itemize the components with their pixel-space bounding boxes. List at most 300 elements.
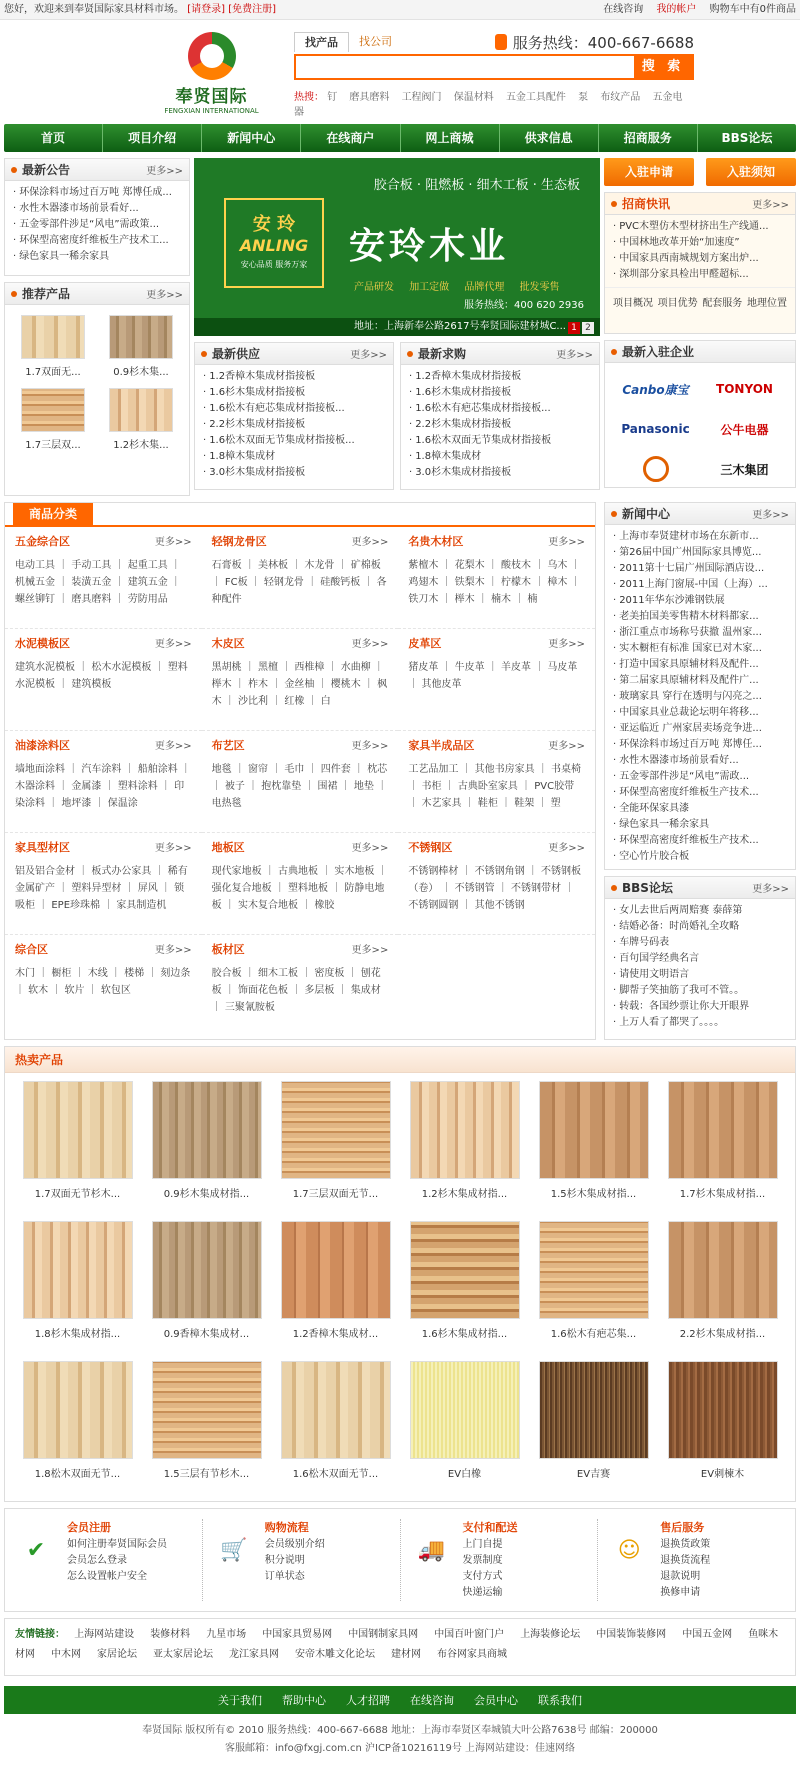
product-image xyxy=(152,1081,262,1179)
hot-label: 热搜： xyxy=(294,92,324,103)
category-items[interactable]: 铝及铝合金材 ｜ 板式办公家具 ｜ 稀有金属矿产 ｜ 塑料异型材 ｜ 屏风 ｜ 锁吸柜 ｜ EPE珍珠棉 ｜ 家具制造机 xyxy=(15,866,188,911)
category-cell xyxy=(5,731,202,833)
hot-product[interactable] xyxy=(529,1361,658,1501)
news-item[interactable]: · 水性木器漆市场前景看好... xyxy=(613,753,787,769)
welcome-text: 您好，欢迎来到奉贤国际家具材料市场。 xyxy=(4,4,184,15)
category-cell xyxy=(5,629,202,731)
hot-product[interactable] xyxy=(13,1221,142,1361)
category-box xyxy=(4,502,596,1040)
service-title: 会员注册 xyxy=(67,1521,111,1534)
footer-nav xyxy=(4,1686,796,1714)
news-item[interactable]: · 2011上海门窗展-中国（上海）... xyxy=(613,577,787,593)
category-items[interactable]: 紫檀木 ｜ 花梨木 ｜ 酸枝木 ｜ 乌木 ｜ 鸡翅木 ｜ 铁梨木 ｜ 柠檬木 ｜ 樟木 ｜ 铁刀木 ｜ 榉木 ｜ 楠木 ｜ 楠 xyxy=(408,560,581,605)
product-image xyxy=(281,1221,391,1319)
news-item[interactable]: · 空心竹片胶合板 xyxy=(613,849,787,865)
hot-title: 热卖产品 xyxy=(5,1047,795,1073)
category-items[interactable]: 不锈钢棒材 ｜ 不锈钢角钢 ｜ 不锈钢板（卷） ｜ 不锈钢管 ｜ 不锈钢带材 ｜ 不锈钢圆钢 ｜ 其他不锈钢 xyxy=(408,866,582,911)
checkmark-icon: ✔ xyxy=(26,1537,46,1563)
product-image xyxy=(21,388,85,432)
main-nav xyxy=(4,124,796,152)
phone-icon xyxy=(495,34,507,50)
join-apply-button[interactable]: 入驻申请 xyxy=(604,158,694,186)
supply-item[interactable]: · 3.0杉木集成材指接板 xyxy=(203,465,385,481)
product-image xyxy=(410,1361,520,1459)
invest-link-overview[interactable]: 项目概况 xyxy=(613,298,653,309)
hot-word[interactable]: 五金电器 xyxy=(294,92,683,118)
category-name[interactable]: 综合区 xyxy=(15,943,48,956)
friend-links xyxy=(4,1618,796,1676)
category-items[interactable]: 地毯 ｜ 窗帘 ｜ 毛巾 ｜ 四件套 ｜ 枕芯 ｜ 被子 ｜ 抱枕靠垫 ｜ 围裙 ｜ 地垫 ｜ 电热毯 xyxy=(211,764,388,809)
enterprise-logo[interactable]: 三木集团 xyxy=(720,462,769,477)
product-image xyxy=(410,1081,520,1179)
notice-item[interactable]: · 绿色家具一稀余家具 xyxy=(13,249,181,265)
category-items[interactable]: 墙地面涂料 ｜ 汽车涂料 ｜ 船舶涂料 ｜ 木器涂料 ｜ 金属漆 ｜ 塑料涂料 ｜ 印染涂料 ｜ 地坪漆 ｜ 保温涂 xyxy=(15,764,191,809)
friend-link[interactable]: 家居论坛 xyxy=(97,1649,137,1660)
category-name[interactable]: 油漆涂料区 xyxy=(15,739,70,752)
friend-link[interactable]: 亚太家居论坛 xyxy=(153,1649,213,1660)
nav-home[interactable]: 首页 xyxy=(4,124,103,152)
hot-word[interactable]: 磨具磨料 xyxy=(349,92,390,103)
logo-name: 奉贤国际 xyxy=(175,87,248,107)
service-title: 购物流程 xyxy=(264,1521,309,1534)
invest-item[interactable]: · 中国家具西南城规划方案出炉... xyxy=(613,251,787,267)
service-link[interactable]: 退款说明 xyxy=(660,1571,701,1582)
banner-tel: 服务热线：400 620 2936 xyxy=(464,300,584,311)
news-item[interactable]: · 第二届家具原辅材料及配件广... xyxy=(613,673,787,689)
category-items[interactable]: 胶合板 ｜ 细木工板 ｜ 密度板 ｜ 刨花板 ｜ 饰面花色板 ｜ 多层板 ｜ 集成材 ｜ 三聚氰胺板 xyxy=(211,968,381,1013)
copyright-line-2: 客服邮箱：info@fxgj.com.cn 沪ICP备10216119号 上海网站建设：佳速网络 xyxy=(224,1743,576,1754)
category-more-link[interactable]: 更多>> xyxy=(548,639,585,650)
enterprises-box xyxy=(604,340,796,488)
category-name[interactable]: 五金综合区 xyxy=(15,535,70,548)
category-name[interactable]: 板材区 xyxy=(211,943,245,956)
enterprise-logo[interactable]: Canbo康宝 xyxy=(622,382,689,397)
product-image xyxy=(668,1221,778,1319)
invest-box xyxy=(604,192,796,334)
site-logo[interactable] xyxy=(154,32,269,115)
demand-item[interactable]: · 1.6杉木集成材指接板 xyxy=(409,385,591,401)
demand-more-link[interactable]: 更多>> xyxy=(556,350,593,361)
product-image xyxy=(23,1221,133,1319)
category-name[interactable]: 家具型材区 xyxy=(15,841,70,854)
footer-nav-link[interactable]: 在线咨询 xyxy=(410,1694,454,1707)
product-name: 1.5三层有节杉木... xyxy=(163,1469,250,1480)
recommend-title: 推荐产品 xyxy=(11,285,70,302)
supply-item[interactable]: · 2.2杉木集成材指接板 xyxy=(203,417,385,433)
news-item[interactable]: · 环保型高密度纤维板生产技术... xyxy=(613,785,787,801)
category-more-link[interactable]: 更多>> xyxy=(351,537,389,548)
category-more-link[interactable]: 更多>> xyxy=(154,945,192,956)
friend-link[interactable]: 中国百叶窗门户 xyxy=(434,1629,505,1640)
category-items[interactable]: 猪皮革 ｜ 牛皮革 ｜ 羊皮革 ｜ 马皮革 ｜ 其他皮革 xyxy=(408,662,578,690)
demand-item[interactable]: · 3.0杉木集成材指接板 xyxy=(409,465,591,481)
hot-product[interactable] xyxy=(271,1361,400,1501)
friend-link[interactable]: 布谷网家具商城 xyxy=(437,1649,507,1660)
hot-product[interactable] xyxy=(529,1081,658,1221)
demand-item[interactable]: · 1.6松木双面无节集成材指接板 xyxy=(409,433,591,449)
notice-item[interactable]: · 水性木器漆市场前景看好... xyxy=(13,201,181,217)
friend-link[interactable]: 中木网 xyxy=(51,1649,81,1660)
product-name: 1.2杉木集... xyxy=(113,440,169,451)
service-link[interactable]: 支付方式 xyxy=(462,1571,503,1582)
footer-nav-link[interactable]: 人才招聘 xyxy=(346,1694,390,1707)
nav-news[interactable]: 新闻中心 xyxy=(202,124,301,152)
product-image xyxy=(539,1221,649,1319)
service-link[interactable]: 退换货政策 xyxy=(660,1539,711,1550)
product-image xyxy=(539,1361,649,1459)
hot-product[interactable] xyxy=(658,1081,787,1221)
supply-item[interactable]: · 1.6松木有疤芯集成材指接板... xyxy=(203,401,385,417)
product-image xyxy=(23,1081,133,1179)
product-image xyxy=(109,315,173,359)
news-item[interactable]: · 玻璃家具 穿行在透明与闪亮之... xyxy=(613,689,787,705)
product-name: 1.2杉木集成材指... xyxy=(421,1189,508,1200)
news-item[interactable]: · 环保涂料市场过百万吨 郑博任... xyxy=(613,737,787,753)
supply-item[interactable]: · 1.8樟木集成材 xyxy=(203,449,385,465)
product-image xyxy=(152,1221,262,1319)
hot-product[interactable] xyxy=(13,1361,142,1501)
product-name: 0.9杉木集... xyxy=(113,367,169,378)
category-items[interactable]: 电动工具 ｜ 手动工具 ｜ 起重工具 ｜ 机械五金 ｜ 装潢五金 ｜ 建筑五金 ｜ 螺丝铆钉 ｜ 磨具磨料 ｜ 劳防用品 xyxy=(15,560,181,605)
notice-item[interactable]: · 五金零部件涉足“风电”需政策... xyxy=(13,217,181,233)
category-items[interactable]: 黑胡桃 ｜ 黑檀 ｜ 西椎樟 ｜ 水曲柳 ｜ 榉木 ｜ 柞木 ｜ 金丝柚 ｜ 樱桃木 ｜ 枫木 ｜ 沙比利 ｜ 红橡 ｜ 白 xyxy=(211,662,388,707)
demand-box xyxy=(400,342,600,490)
friend-link[interactable]: 中国钢制家具网 xyxy=(348,1629,419,1640)
service-link[interactable]: 发票制度 xyxy=(462,1555,503,1566)
category-name[interactable]: 家具半成品区 xyxy=(408,739,475,752)
friend-link[interactable]: 上海网站建设 xyxy=(74,1629,135,1640)
register-link[interactable]: [免费注册] xyxy=(228,4,276,15)
product-image xyxy=(281,1081,391,1179)
friend-link[interactable]: 中国家具贸易网 xyxy=(262,1629,333,1640)
nav-project[interactable]: 项目介绍 xyxy=(103,124,202,152)
banner-slogan: 加工定做 xyxy=(409,282,450,293)
news-item[interactable]: · 全能环保家具漆 xyxy=(613,801,787,817)
category-items[interactable]: 现代家地板 ｜ 古典地板 ｜ 实木地板 ｜ 强化复合地板 ｜ 塑料地板 ｜ 防静电地板 ｜ 实木复合地板 ｜ 橡胶 xyxy=(211,866,388,911)
bbs-title: BBS论坛 xyxy=(611,879,673,896)
product-image xyxy=(539,1081,649,1179)
category-more-link[interactable]: 更多>> xyxy=(351,741,389,752)
category-more-link[interactable]: 更多>> xyxy=(351,945,389,956)
invest-link-service[interactable]: 配套服务 xyxy=(702,298,743,309)
hot-product[interactable] xyxy=(400,1081,529,1221)
enterprise-logo[interactable]: 公牛电器 xyxy=(720,422,769,437)
hot-product[interactable] xyxy=(658,1221,787,1361)
hot-word[interactable]: 泵 xyxy=(578,92,589,103)
news-item[interactable]: · 中国家具业总裁论坛明年将移... xyxy=(613,705,787,721)
bbs-item[interactable]: · 结婚必备：时尚婚礼全攻略 xyxy=(613,919,787,935)
friend-link[interactable]: 鱼咪木材网 xyxy=(15,1629,779,1660)
category-cell xyxy=(398,527,595,629)
product-name: EV刺楝木 xyxy=(700,1469,745,1480)
hot-product[interactable] xyxy=(529,1221,658,1361)
ad-banner[interactable] xyxy=(194,158,600,336)
footer-nav-link[interactable]: 帮助中心 xyxy=(282,1694,326,1707)
service-after-sale xyxy=(598,1519,795,1601)
hot-product[interactable] xyxy=(271,1221,400,1361)
recommend-product[interactable] xyxy=(97,309,185,378)
service-payment xyxy=(401,1519,599,1601)
bbs-more-link[interactable]: 更多>> xyxy=(752,884,789,895)
category-more-link[interactable]: 更多>> xyxy=(548,843,585,854)
product-name: 1.8松木双面无节... xyxy=(34,1469,121,1480)
notice-item[interactable]: · 环保型高密度纤维板生产技术工... xyxy=(13,233,181,249)
product-image xyxy=(668,1081,778,1179)
category-items[interactable]: 建筑水泥模板 ｜ 松木水泥模板 ｜ 塑料水泥模板 ｜ 建筑模板 xyxy=(15,662,188,690)
product-name: 1.6松木双面无节... xyxy=(292,1469,379,1480)
friend-link[interactable]: 建材网 xyxy=(391,1649,421,1660)
enterprise-logo[interactable] xyxy=(611,449,700,489)
product-image xyxy=(109,388,173,432)
demand-item[interactable]: · 1.2香樟木集成材指接板 xyxy=(409,369,591,385)
friend-links-label: 友情链接： xyxy=(15,1629,65,1640)
banner-slogan: 批发零售 xyxy=(519,282,560,293)
footer-nav-link[interactable]: 会员中心 xyxy=(474,1694,518,1707)
demand-title: 最新求购 xyxy=(407,345,466,362)
hot-grid xyxy=(5,1073,795,1501)
footer-nav-link[interactable]: 关于我们 xyxy=(218,1694,262,1707)
hot-product[interactable] xyxy=(13,1081,142,1221)
product-name: 1.7双面无节杉木... xyxy=(34,1189,121,1200)
my-account-link[interactable]: 我的帐户 xyxy=(656,4,697,15)
category-items[interactable]: 石膏板 ｜ 美林板 ｜ 木龙骨 ｜ 矿棉板 ｜ FC板 ｜ 轻钢龙骨 ｜ 硅酸钙板 ｜ 各种配件 xyxy=(211,560,387,605)
bbs-item[interactable]: · 脚帮子笑抽筋了我可不管。。 xyxy=(613,983,787,999)
product-name: 1.7三层双... xyxy=(25,440,81,451)
product-name: 1.8杉木集成材指... xyxy=(34,1329,121,1340)
hot-searches xyxy=(294,88,694,118)
truck-icon: 🚚 xyxy=(417,1537,446,1563)
hot-word[interactable]: 布纹产品 xyxy=(600,92,641,103)
category-cell xyxy=(202,629,399,731)
nav-bbs[interactable]: BBS论坛 xyxy=(721,131,773,145)
product-name: 1.6松木有疤芯集... xyxy=(550,1329,637,1340)
news-item[interactable]: · 亚运临近 广州家居卖场竞争进... xyxy=(613,721,787,737)
supply-item[interactable]: · 1.6杉木集成材指接板 xyxy=(203,385,385,401)
category-name[interactable]: 木皮区 xyxy=(211,637,245,650)
hot-word[interactable]: 五金工具配件 xyxy=(505,92,566,103)
nav-investment[interactable]: 招商服务 xyxy=(599,124,698,152)
category-name[interactable]: 名贵木材区 xyxy=(408,535,464,548)
category-cell xyxy=(5,833,202,935)
recommend-product[interactable] xyxy=(97,382,185,451)
news-item[interactable]: · 老美拍国美零售精木材料都家... xyxy=(613,609,787,625)
category-items[interactable]: 木门 ｜ 橱柜 ｜ 木线 ｜ 楼梯 ｜ 刻边条 ｜ 软木 ｜ 软片 ｜ 软包区 xyxy=(15,968,191,996)
product-name: 1.6杉木集成材指... xyxy=(421,1329,508,1340)
invest-title: 招商快讯 xyxy=(611,195,670,212)
service-title: 售后服务 xyxy=(660,1521,705,1534)
banner-page-2[interactable]: 2 xyxy=(582,322,594,334)
banner-brand-logo xyxy=(224,198,324,288)
hot-product[interactable] xyxy=(658,1361,787,1501)
notice-title: 最新公告 xyxy=(11,161,70,178)
category-tab[interactable]: 商品分类 xyxy=(13,503,93,525)
copyright xyxy=(4,1722,796,1758)
login-link[interactable]: [请登录] xyxy=(187,4,225,15)
bbs-item[interactable]: · 女儿去世后两周赔赛 泰薛第 xyxy=(613,903,787,919)
friend-link[interactable]: 装修材料 xyxy=(150,1629,191,1640)
service-link[interactable]: 换修申请 xyxy=(660,1587,701,1598)
friend-link[interactable]: 安帝木雕文化论坛 xyxy=(295,1649,375,1660)
search-input[interactable] xyxy=(296,56,634,78)
category-name[interactable]: 水泥模板区 xyxy=(15,637,70,650)
bbs-box xyxy=(604,876,796,1040)
category-more-link[interactable]: 更多>> xyxy=(548,537,585,548)
category-name[interactable]: 轻钢龙骨区 xyxy=(211,535,267,548)
news-item[interactable]: · 环保型高密度纤维板生产技术... xyxy=(613,833,787,849)
nav-mall[interactable]: 网上商城 xyxy=(401,124,500,152)
category-more-link[interactable]: 更多>> xyxy=(351,843,389,854)
banner-slogans xyxy=(354,278,572,293)
product-image xyxy=(23,1361,133,1459)
news-item[interactable]: · 打造中国家具原辅材料及配件... xyxy=(613,657,787,673)
category-more-link[interactable]: 更多>> xyxy=(154,741,192,752)
category-more-link[interactable]: 更多>> xyxy=(154,537,192,548)
welcome-area xyxy=(4,0,276,20)
logo-emblem-icon xyxy=(188,32,236,80)
hot-product[interactable] xyxy=(142,1361,271,1501)
service-link[interactable]: 退换货流程 xyxy=(660,1555,711,1566)
hot-product[interactable] xyxy=(142,1081,271,1221)
invest-link-location[interactable]: 地理位置 xyxy=(746,298,787,309)
category-items[interactable]: 工艺品加工 ｜ 其他书房家具 ｜ 书桌椅 ｜ 书柜 ｜ 古典卧室家具 ｜ PVC胶带 ｜ 木艺家具 ｜ 鞋柜 ｜ 鞋架 ｜ 塑 xyxy=(408,764,582,809)
category-name[interactable]: 地板区 xyxy=(211,841,245,854)
bbs-item[interactable]: · 上万人看了都哭了。。。。 xyxy=(613,1015,787,1031)
service-link[interactable]: 怎么设置帐户安全 xyxy=(67,1571,147,1582)
category-cell xyxy=(398,731,595,833)
supply-item[interactable]: · 1.6松木双面无节集成材指接板... xyxy=(203,433,385,449)
news-list xyxy=(605,525,795,869)
recommend-product[interactable] xyxy=(9,382,97,451)
enterprise-logo[interactable]: Panasonic xyxy=(621,422,690,436)
service-link[interactable]: 会员级别介绍 xyxy=(264,1539,325,1550)
product-name: EV白橡 xyxy=(447,1469,482,1480)
hot-product[interactable] xyxy=(271,1081,400,1221)
hot-word[interactable]: 钉 xyxy=(327,92,338,103)
notice-item[interactable]: · 环保涂料市场过百万吨 郑博任成... xyxy=(13,185,181,201)
category-cell xyxy=(398,833,595,935)
category-more-link[interactable]: 更多>> xyxy=(154,639,192,650)
supply-more-link[interactable]: 更多>> xyxy=(350,350,387,361)
tab-find-product[interactable]: 找产品 xyxy=(294,32,349,52)
hot-product[interactable] xyxy=(142,1221,271,1361)
service-link[interactable]: 积分说明 xyxy=(264,1555,305,1566)
enterprises-title: 最新入驻企业 xyxy=(611,343,694,360)
invest-more-link[interactable]: 更多>> xyxy=(752,200,789,211)
category-more-link[interactable]: 更多>> xyxy=(548,741,585,752)
recommend-product[interactable] xyxy=(9,309,97,378)
service-link[interactable]: 会员怎么登录 xyxy=(67,1555,127,1566)
nav-merchants[interactable]: 在线商户 xyxy=(301,124,400,152)
search-button[interactable]: 搜 索 xyxy=(634,56,692,78)
news-item[interactable]: · 第26届中国广州国际家具博览... xyxy=(613,545,787,561)
bbs-item[interactable]: · 转载：各国纱票让你大开眼界 xyxy=(613,999,787,1015)
online-consult-link[interactable]: 在线咨询 xyxy=(603,4,644,15)
enterprise-emblem-icon xyxy=(643,456,669,482)
news-item[interactable]: · 五金零部件涉足“风电”需政... xyxy=(613,769,787,785)
invest-item[interactable]: · PVC木塑仿木型材挤出生产线通... xyxy=(613,219,787,235)
banner-slogan: 品牌代理 xyxy=(464,282,505,293)
service-link[interactable]: 快递运输 xyxy=(462,1587,503,1598)
hot-product[interactable] xyxy=(400,1361,529,1501)
friend-link[interactable]: 龙江家具网 xyxy=(229,1649,279,1660)
banner-page-1[interactable]: 1 xyxy=(568,322,580,334)
product-name: 1.7双面无... xyxy=(25,367,81,378)
category-cell xyxy=(5,527,202,629)
invest-link-advantage[interactable]: 项目优势 xyxy=(657,298,698,309)
category-more-link[interactable]: 更多>> xyxy=(154,843,192,854)
notice-more-link[interactable]: 更多>> xyxy=(146,166,183,177)
hot-word[interactable]: 工程阀门 xyxy=(401,92,442,103)
tab-find-company[interactable]: 找公司 xyxy=(359,35,392,48)
service-link[interactable]: 订单状态 xyxy=(264,1571,305,1582)
category-cell xyxy=(202,833,399,935)
demand-item[interactable]: · 2.2杉木集成材指接板 xyxy=(409,417,591,433)
bbs-item[interactable]: · 车牌号码表 xyxy=(613,935,787,951)
product-name: 1.5杉木集成材指... xyxy=(550,1189,637,1200)
hot-product[interactable] xyxy=(400,1221,529,1361)
supply-box xyxy=(194,342,394,490)
bbs-item[interactable]: · 请使用文明语言 xyxy=(613,967,787,983)
product-name: 1.2香樟木集成材... xyxy=(292,1329,379,1340)
friend-link[interactable]: 九星市场 xyxy=(206,1629,247,1640)
hot-word[interactable]: 保温材料 xyxy=(453,92,494,103)
nav-supply-demand[interactable]: 供求信息 xyxy=(500,124,599,152)
enterprise-logo[interactable]: TONYON xyxy=(716,382,773,396)
news-more-link[interactable]: 更多>> xyxy=(752,510,789,521)
demand-item[interactable]: · 1.6松木有疤芯集成材指接板... xyxy=(409,401,591,417)
search-area xyxy=(294,32,694,118)
product-image xyxy=(152,1361,262,1459)
footer-nav-link[interactable]: 联系我们 xyxy=(538,1694,582,1707)
product-name: EV吉赛 xyxy=(576,1469,611,1480)
friend-link[interactable]: 中国五金网 xyxy=(682,1629,733,1640)
news-item[interactable]: · 上海市奉贤建材市场在东新市... xyxy=(613,529,787,545)
category-more-link[interactable]: 更多>> xyxy=(351,639,389,650)
join-notice-button[interactable]: 入驻须知 xyxy=(706,158,796,186)
service-link[interactable]: 上门自提 xyxy=(462,1539,503,1550)
friend-link[interactable]: 上海装修论坛 xyxy=(520,1629,581,1640)
news-item[interactable]: · 绿色家具一稀余家具 xyxy=(613,817,787,833)
category-name[interactable]: 皮革区 xyxy=(408,637,442,650)
product-name: 2.2杉木集成材指... xyxy=(679,1329,766,1340)
news-item[interactable]: · 浙江重点市场称号获撤 温州家... xyxy=(613,625,787,641)
service-link[interactable]: 如何注册奉贤国际会员 xyxy=(67,1539,167,1550)
recommend-box xyxy=(4,282,190,496)
recommend-more-link[interactable]: 更多>> xyxy=(146,290,183,301)
product-name: 0.9香樟木集成材... xyxy=(163,1329,250,1340)
invest-item[interactable]: · 深圳部分家具检出甲醛超标... xyxy=(613,267,787,283)
invest-item[interactable]: · 中国林地改革开始“加速度” xyxy=(613,235,787,251)
news-item[interactable]: · 2011第十七届广州国际酒店设... xyxy=(613,561,787,577)
search-box xyxy=(294,54,694,80)
news-item[interactable]: · 实木橱柜有标准 国家已对木家... xyxy=(613,641,787,657)
bbs-item[interactable]: · 百句国学经典名言 xyxy=(613,951,787,967)
news-item[interactable]: · 2011年华东沙滩钢铁展 xyxy=(613,593,787,609)
product-image xyxy=(21,315,85,359)
cart-link[interactable]: 购物车中有0件商品 xyxy=(709,4,796,15)
category-cell xyxy=(398,629,595,731)
category-name[interactable]: 布艺区 xyxy=(211,739,245,752)
notice-box xyxy=(4,158,190,276)
demand-item[interactable]: · 1.8樟木集成材 xyxy=(409,449,591,465)
friend-link[interactable]: 中国装饰装修网 xyxy=(596,1629,667,1640)
banner-brand-cn: 安 玲 xyxy=(252,214,296,235)
banner-pager xyxy=(566,322,594,334)
category-name[interactable]: 不锈钢区 xyxy=(408,841,453,854)
hot-products xyxy=(4,1046,796,1502)
banner-tags: 胶合板 · 阻燃板 · 细木工板 · 生态板 xyxy=(373,178,580,193)
supply-item[interactable]: · 1.2香樟木集成材指接板 xyxy=(203,369,385,385)
